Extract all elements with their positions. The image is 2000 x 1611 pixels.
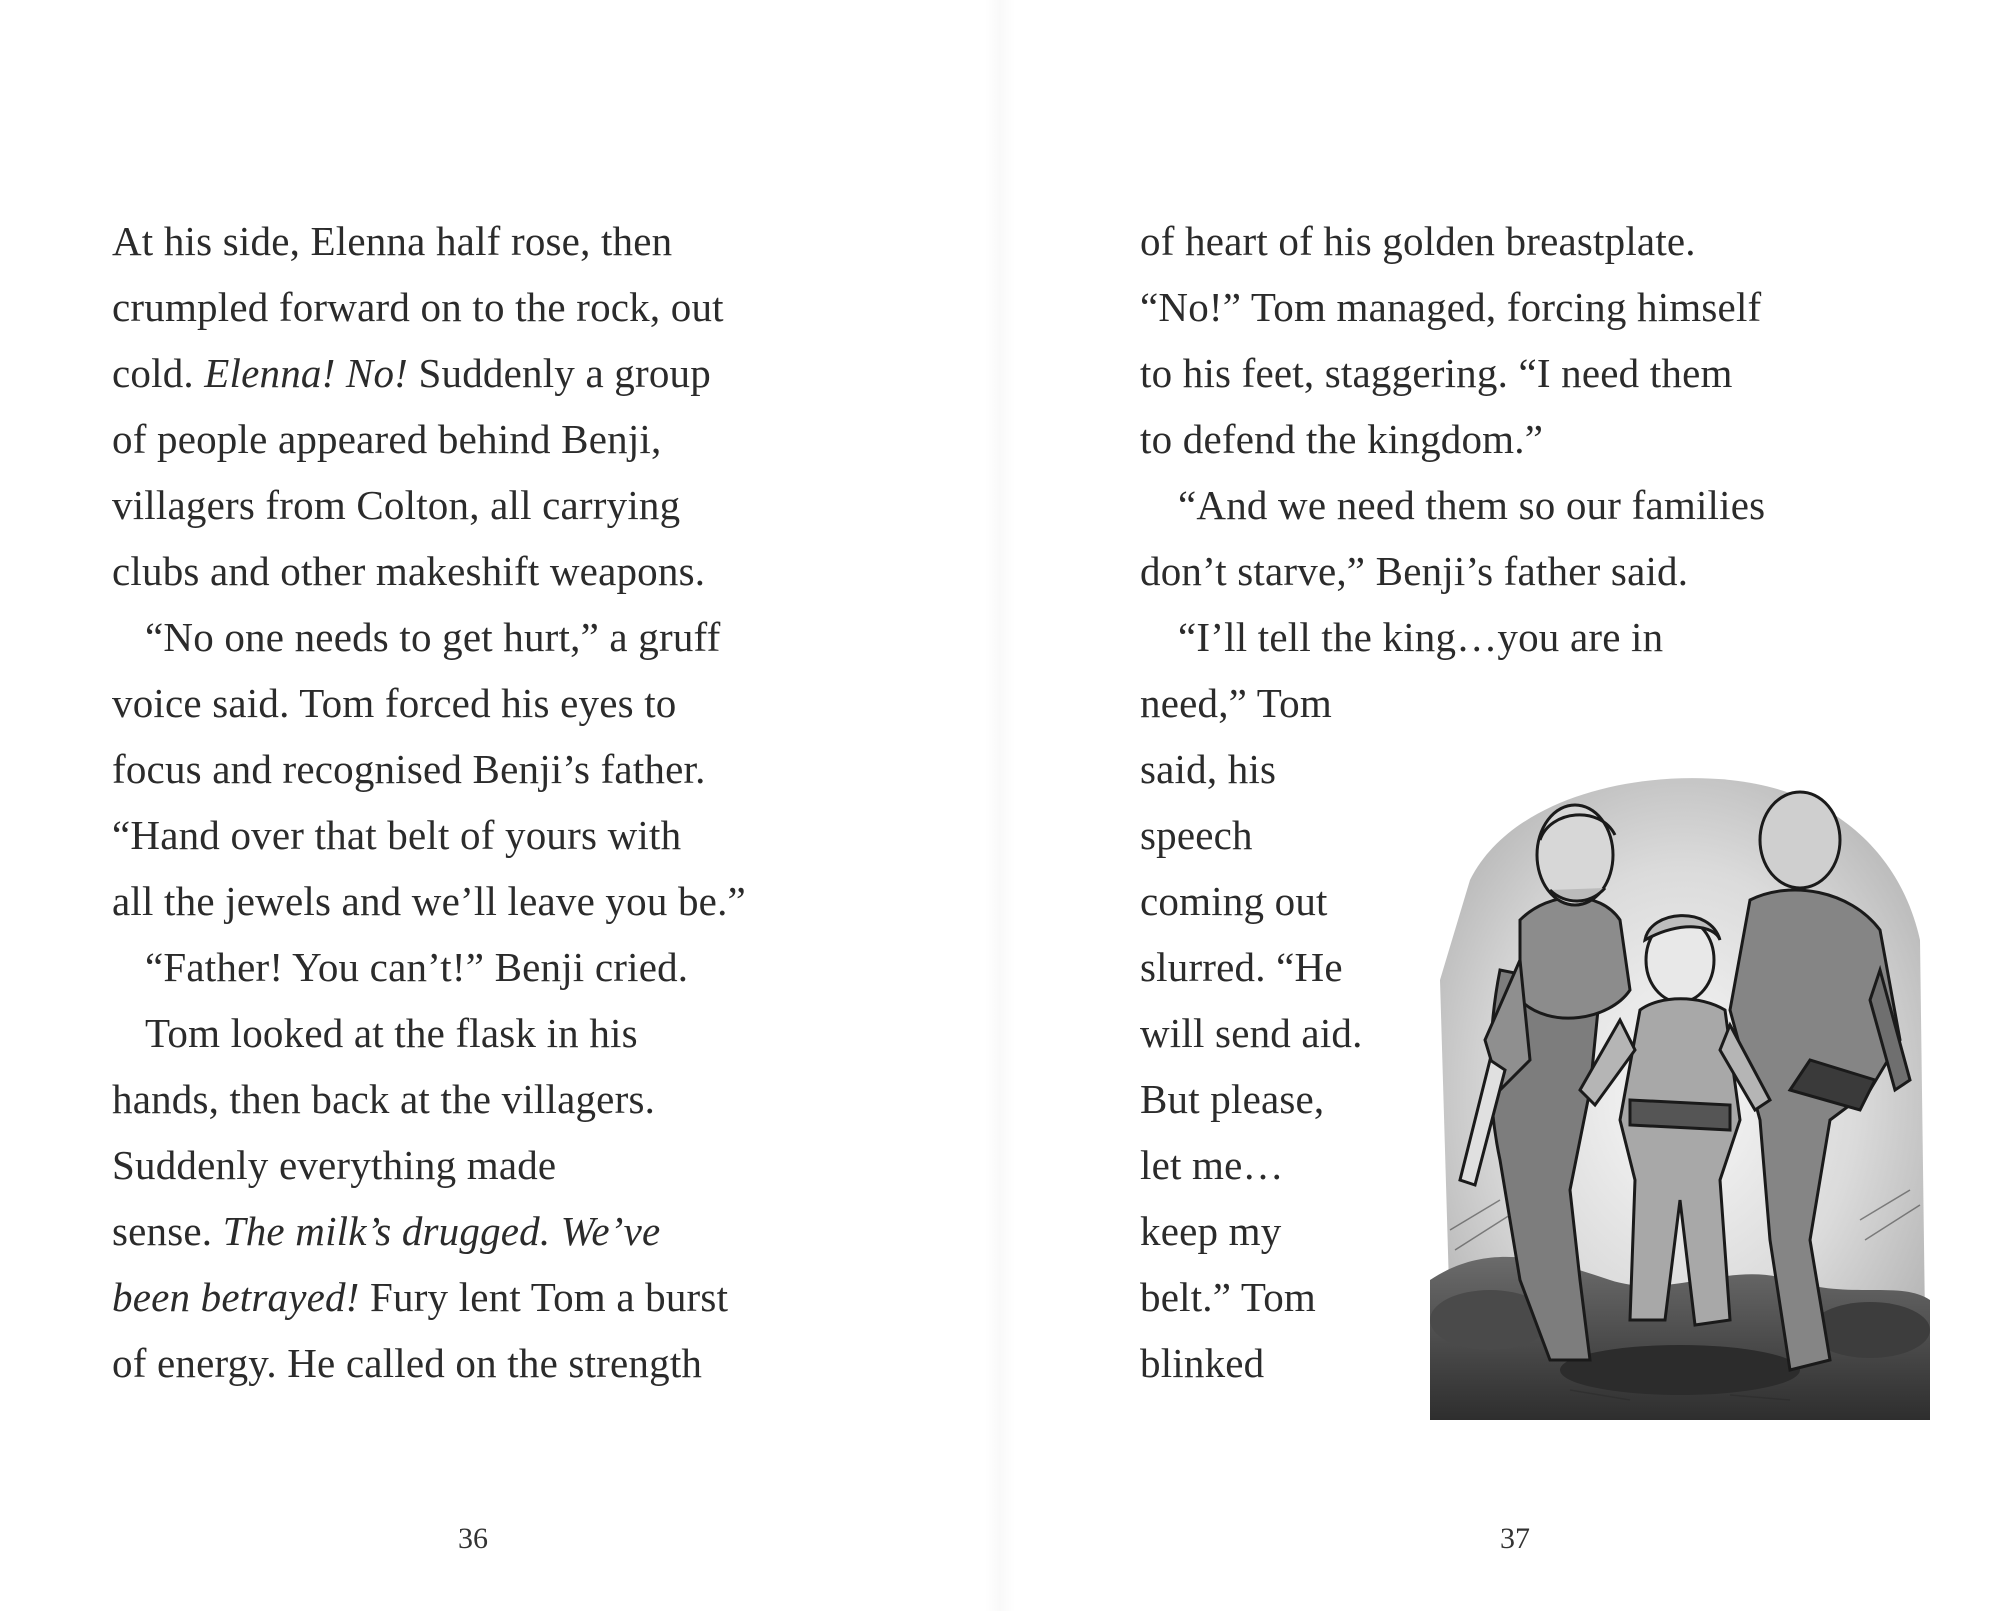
text-line (112, 1066, 655, 1132)
text-segment: coming out (1140, 878, 1328, 924)
text-line (145, 604, 721, 670)
text-segment: focus and recognised Benji’s father. (112, 746, 706, 792)
text-line (112, 340, 711, 406)
text-line (1178, 472, 1765, 538)
text-segment: keep my (1140, 1208, 1282, 1254)
italic-segment: Elenna! No! (204, 350, 409, 396)
italic-segment: been betrayed! (112, 1274, 360, 1320)
text-segment: said, his (1140, 746, 1277, 792)
text-line (1140, 208, 1696, 274)
text-segment: Tom looked at the flask in his (145, 1010, 638, 1056)
text-segment: of people appeared behind Benji, (112, 416, 662, 462)
text-line (1140, 1264, 1316, 1330)
italic-segment: The milk’s drugged. We’ve (222, 1208, 661, 1254)
text-line (1178, 604, 1663, 670)
text-line (1140, 1198, 1281, 1264)
text-line (112, 538, 705, 604)
text-segment: belt.” Tom (1140, 1274, 1317, 1320)
text-segment: At his side, Elenna half rose, then (112, 218, 673, 264)
text-segment: speech (1140, 812, 1253, 858)
text-line (1140, 736, 1276, 802)
text-line (112, 1330, 702, 1396)
text-line (145, 934, 688, 1000)
text-segment: clubs and other makeshift weapons. (112, 548, 706, 594)
text-segment: Suddenly a group (408, 350, 711, 396)
text-segment: don’t starve,” Benji’s father said. (1140, 548, 1689, 594)
text-segment: crumpled forward on to the rock, out (112, 284, 724, 330)
text-line (112, 472, 680, 538)
text-line (112, 274, 724, 340)
text-line (1140, 538, 1688, 604)
text-segment: slurred. “He (1140, 944, 1343, 990)
text-segment: of energy. He called on the strength (112, 1340, 703, 1386)
text-segment: voice said. Tom forced his eyes to (112, 680, 677, 726)
text-line (112, 208, 672, 274)
text-line (145, 1000, 638, 1066)
text-line (112, 1264, 728, 1330)
text-segment: blinked (1140, 1340, 1265, 1386)
text-segment: But please, (1140, 1076, 1325, 1122)
text-segment: cold. (112, 350, 205, 396)
page-number-left: 36 (458, 1522, 488, 1555)
text-line (1140, 1066, 1324, 1132)
text-line (1140, 274, 1761, 340)
text-segment: of heart of his golden breastplate. (1140, 218, 1696, 264)
text-segment: hands, then back at the villagers. (112, 1076, 656, 1122)
page-number-right: 37 (1500, 1522, 1530, 1555)
text-line (112, 802, 681, 868)
text-segment: will send aid. (1140, 1010, 1363, 1056)
text-line (112, 868, 746, 934)
text-line (112, 670, 677, 736)
text-segment: “I’ll tell the king…you are in (1178, 614, 1664, 660)
text-segment: “Father! You can’t!” Benji cried. (145, 944, 689, 990)
text-line (112, 1132, 556, 1198)
text-segment: villagers from Colton, all carrying (112, 482, 681, 528)
text-segment: “No one needs to get hurt,” a gruff (145, 614, 721, 660)
villagers-holding-tom-illustration (1430, 760, 1930, 1420)
text-segment: sense. (112, 1208, 223, 1254)
text-line (1140, 868, 1328, 934)
text-line (112, 406, 661, 472)
text-segment: to defend the kingdom.” (1140, 416, 1544, 462)
text-segment: Suddenly everything made (112, 1142, 557, 1188)
text-line (1140, 1132, 1284, 1198)
text-line (1140, 670, 1332, 736)
text-segment: all the jewels and we’ll leave you be.” (112, 878, 746, 924)
text-segment: Fury lent Tom a burst (359, 1274, 729, 1320)
text-line (112, 1198, 660, 1264)
text-segment: “And we need them so our families (1178, 482, 1766, 528)
text-line (1140, 340, 1733, 406)
text-line (1140, 406, 1543, 472)
text-line (1140, 1000, 1363, 1066)
text-line (1140, 934, 1343, 1000)
text-line (1140, 802, 1253, 868)
text-segment: “No!” Tom managed, forcing himself (1140, 284, 1762, 330)
text-segment: need,” Tom (1140, 680, 1332, 726)
text-segment: to his feet, staggering. “I need them (1140, 350, 1733, 396)
text-segment: let me… (1140, 1142, 1284, 1188)
text-line (1140, 1330, 1264, 1396)
text-line (112, 736, 706, 802)
text-segment: “Hand over that belt of yours with (112, 812, 682, 858)
